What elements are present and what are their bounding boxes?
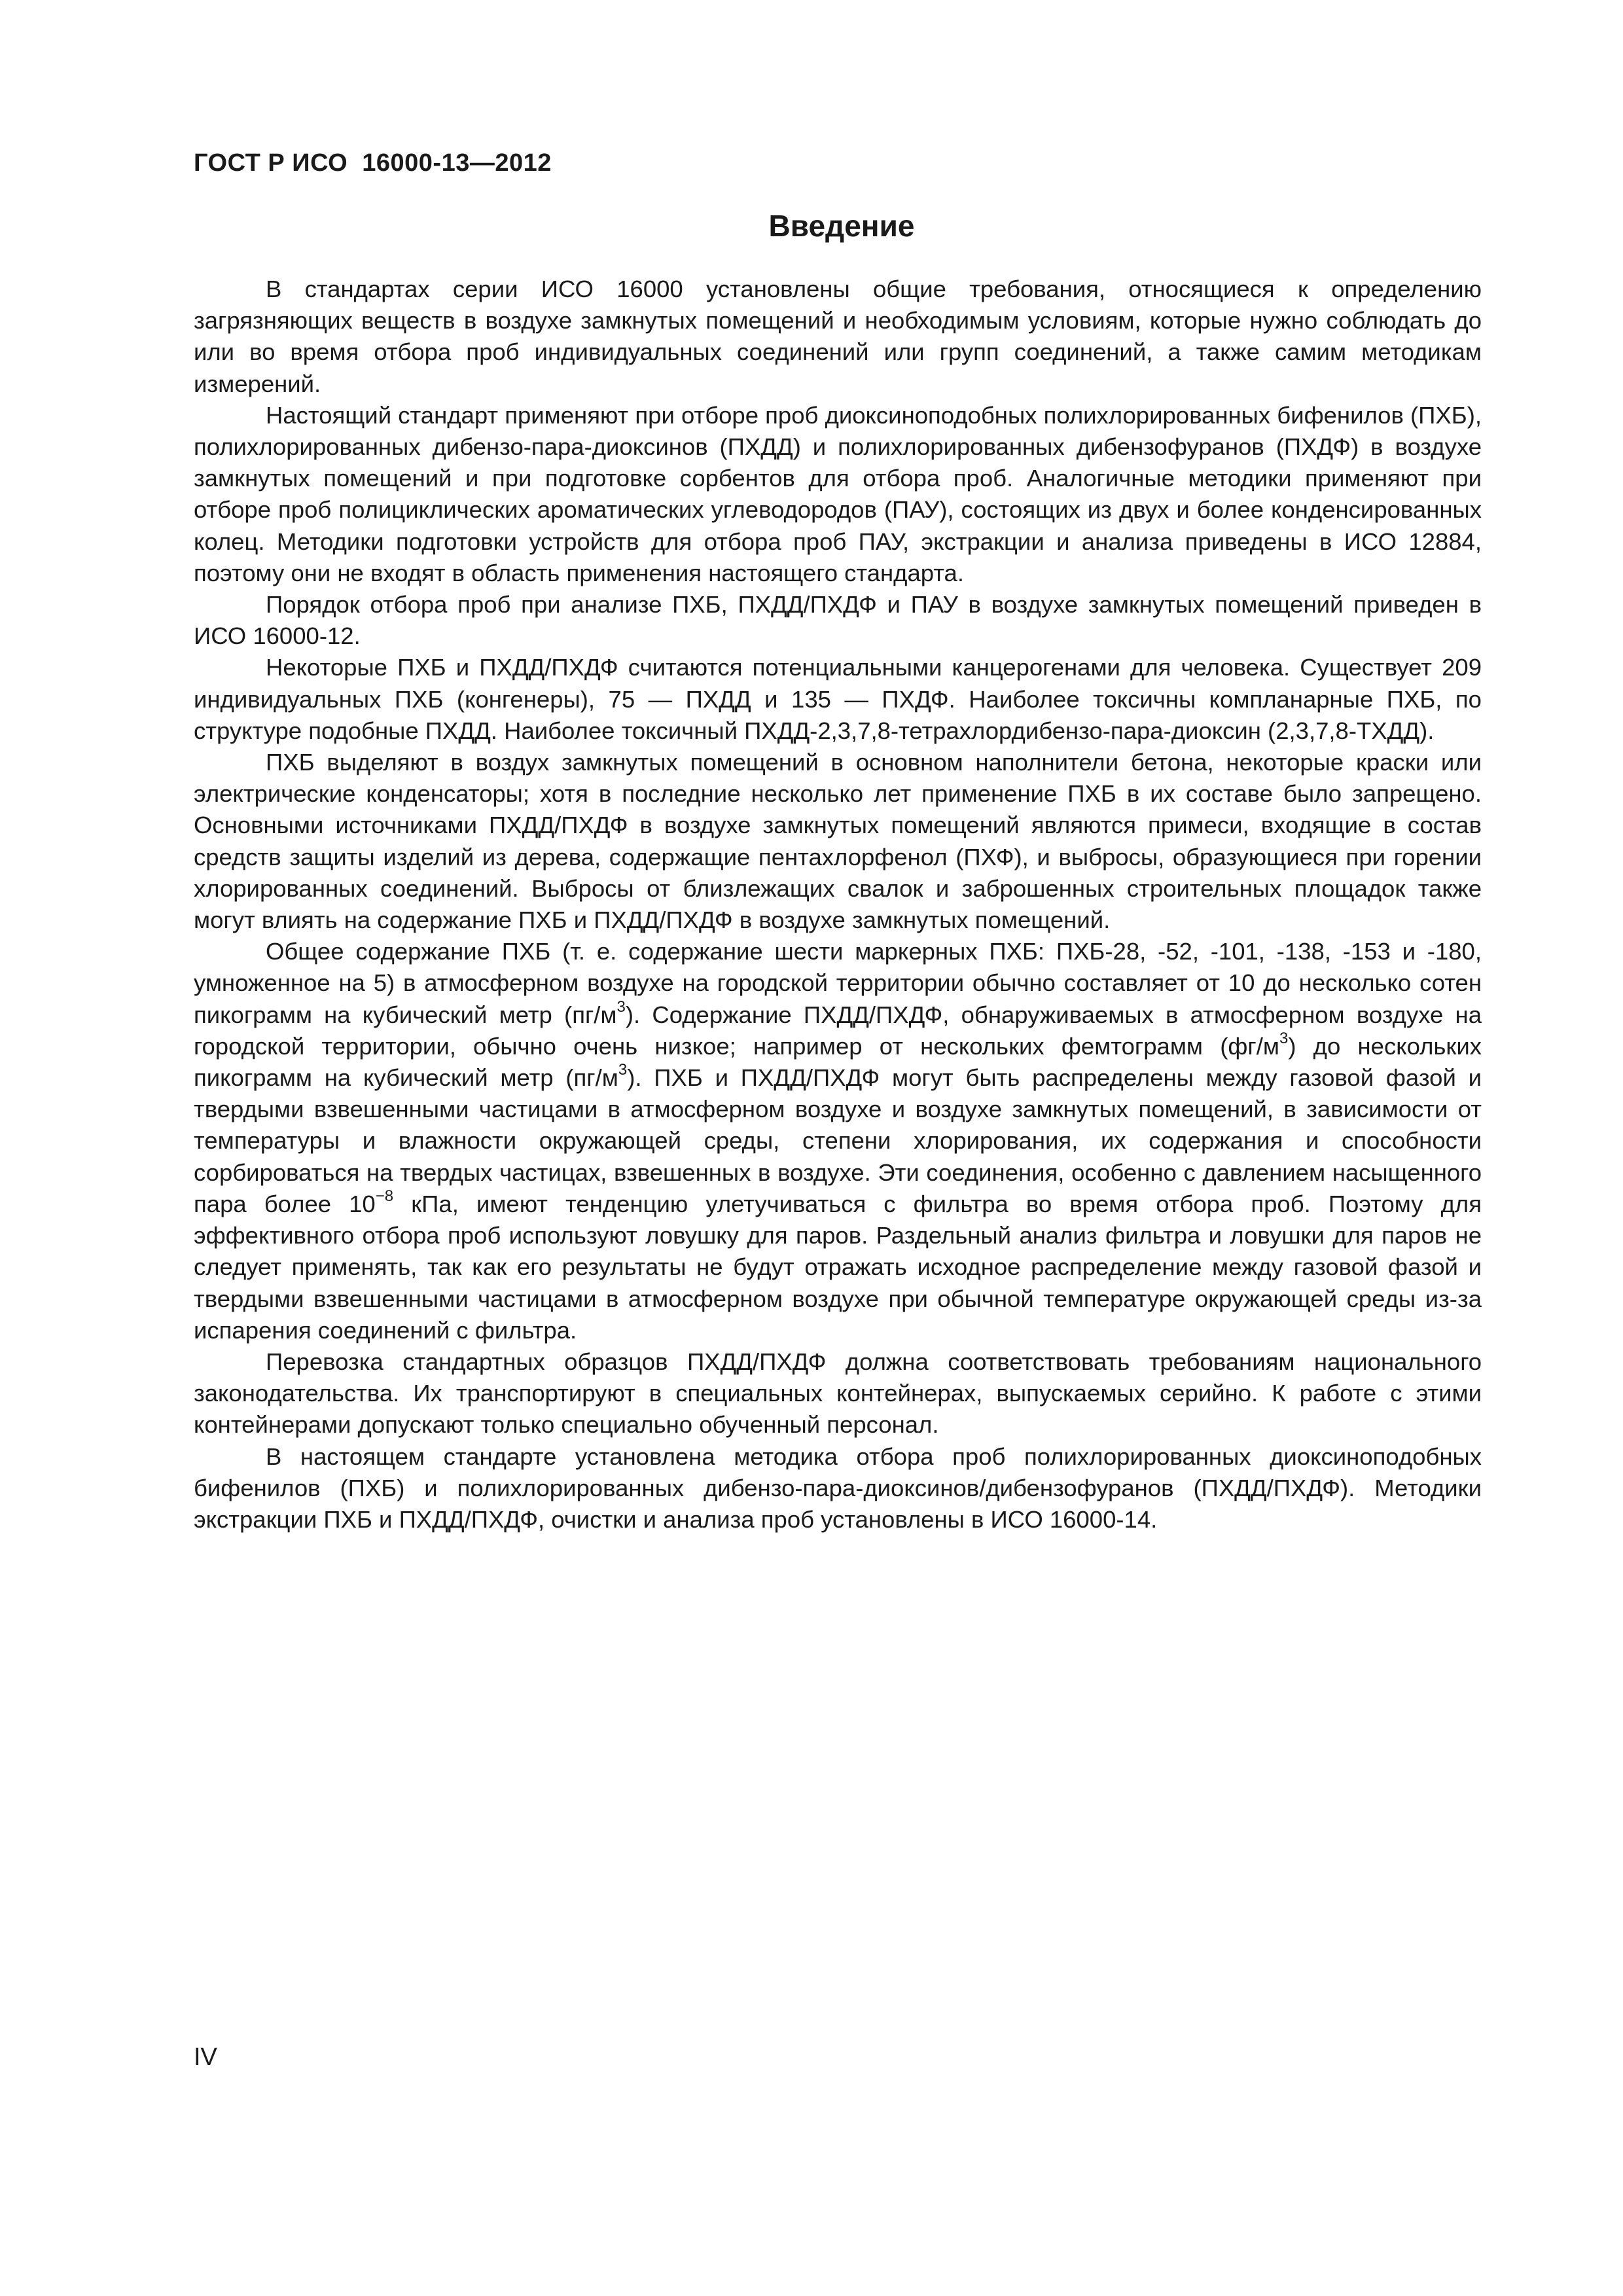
paragraph-6-text-a: Общее содержание ПХБ (т. е. содержание шести маркерных ПХБ: ПХБ-28, -52, -101, -138, -153 и -180, умноженное на 5) в атмосферном воздухе на городской территории обычно составляет от 10 до несколько сотен пикограмм на кубический метр (пг/м	[194, 938, 1482, 1028]
paragraph-3: Порядок отбора проб при анализе ПХБ, ПХДД/ПХДФ и ПАУ в воздухе замкнутых помещений приведен в ИСО 16000-12.	[194, 591, 1482, 650]
paragraph-5: ПХБ выделяют в воздух замкнутых помещений в основном наполнители бетона, некоторые краски или электрические конденсаторы; хотя в последние несколько лет применение ПХБ в их составе было запрещено. Основными источниками ПХДД/ПХДФ в воздухе замкнутых помещений являются примеси, входящие в состав средств защиты изделий из дерева, содержащие пентахлорфенол (ПХФ), и выбросы, образующиеся при горении хлорированных соединений. Выбросы от близлежащих свалок и заброшенных строительных площадок также могут влиять на содержание ПХБ и ПХДД/ПХДФ в воздухе замкнутых помещений.	[194, 749, 1482, 934]
paragraph-6-text-c: ) до нескольких пикограмм на кубический метр (пг/м	[194, 1032, 1482, 1092]
paragraph-6	[194, 936, 1482, 1346]
paragraph-6-text-b: ). Содержание ПХДД/ПХДФ, обнаруживаемых в атмосферном воздухе на городской территории, обычно очень низкое; например от нескольких фемтограмм (фг/м	[194, 1001, 1482, 1060]
paragraph-8: В настоящем стандарте установлена методика отбора проб полихлорированных диоксиноподобных бифенилов (ПХБ) и полихлорированных дибензо-пара-диоксинов/дибензофуранов (ПХДД/ПХДФ). Методики экстракции ПХБ и ПХДД/ПХДФ, очистки и анализа проб установлены в ИСО 16000-14.	[194, 1443, 1482, 1533]
paragraph-6-text-d: ). ПХБ и ПХДД/ПХДФ могут быть распределены между газовой фазой и твердыми взвешенными частицами в атмосферном воздухе и воздухе замкнутых помещений, в зависимости от температуры и влажности окружающей среды, степени хлорирования, их содержания и способности сорбироваться на твердых частицах, взвешенных в воздухе. Эти соединения, особенно с давлением насыщенного пара более 10	[194, 1064, 1482, 1217]
document-body	[194, 274, 1482, 1535]
paragraph-1: В стандартах серии ИСО 16000 установлены общие требования, относящиеся к определению загрязняющих веществ в воздухе замкнутых помещений и необходимым условиям, которые нужно соблюдать до или во время отбора проб индивидуальных соединений или групп соединений, а также самим методикам измерений.	[194, 276, 1482, 397]
page-number: IV	[194, 2043, 217, 2071]
document-code-header: ГОСТ Р ИСО 16000-13—2012	[194, 149, 552, 177]
paragraph-6-text-e: кПа, имеют тенденцию улетучиваться с фильтра во время отбора проб. Поэтому для эффективного отбора проб используют ловушку для паров. Раздельный анализ фильтра и ловушки для паров не следует применять, так как его результаты не будут отражать исходное распределение между газовой фазой и твердыми взвешенными частицами в атмосферном воздухе при обычной температуре окружающей среды из-за испарения соединений с фильтра.	[194, 1190, 1482, 1344]
section-title: Введение	[768, 209, 915, 243]
paragraph-2: Настоящий стандарт применяют при отборе проб диоксиноподобных полихлорированных бифенилов (ПХБ), полихлорированных дибензо-пара-диоксинов (ПХДД) и полихлорированных дибензофуранов (ПХДФ) в воздухе замкнутых помещений и при подготовке сорбентов для отбора проб. Аналогичные методики применяют при отборе проб полициклических ароматических углеводородов (ПАУ), состоящих из двух и более конденсированных колец. Методики подготовки устройств для отбора проб ПАУ, экстракции и анализа приведены в ИСО 12884, поэтому они не входят в область применения настоящего стандарта.	[194, 401, 1482, 586]
paragraph-7: Перевозка стандартных образцов ПХДД/ПХДФ должна соответствовать требованиям национального законодательства. Их транспортируют в специальных контейнерах, выпускаемых серийно. К работе с этими контейнерами допускают только специально обученный персонал.	[194, 1348, 1482, 1439]
superscript-exponent: −8	[375, 1187, 394, 1205]
superscript-cubed: 3	[618, 1060, 628, 1079]
superscript-cubed: 3	[1279, 1029, 1289, 1047]
superscript-cubed: 3	[616, 997, 626, 1016]
paragraph-4: Некоторые ПХБ и ПХДД/ПХДФ считаются потенциальными канцерогенами для человека. Существует 209 индивидуальных ПХБ (конгенеры), 75 — ПХДД и 135 — ПХДФ. Наиболее токсичны компланарные ПХБ, по структуре подобные ПХДД. Наиболее токсичный ПХДД-2,3,7,8-тетрахлордибензо-пара-диоксин (2,3,7,8-ТХДД).	[194, 654, 1482, 744]
